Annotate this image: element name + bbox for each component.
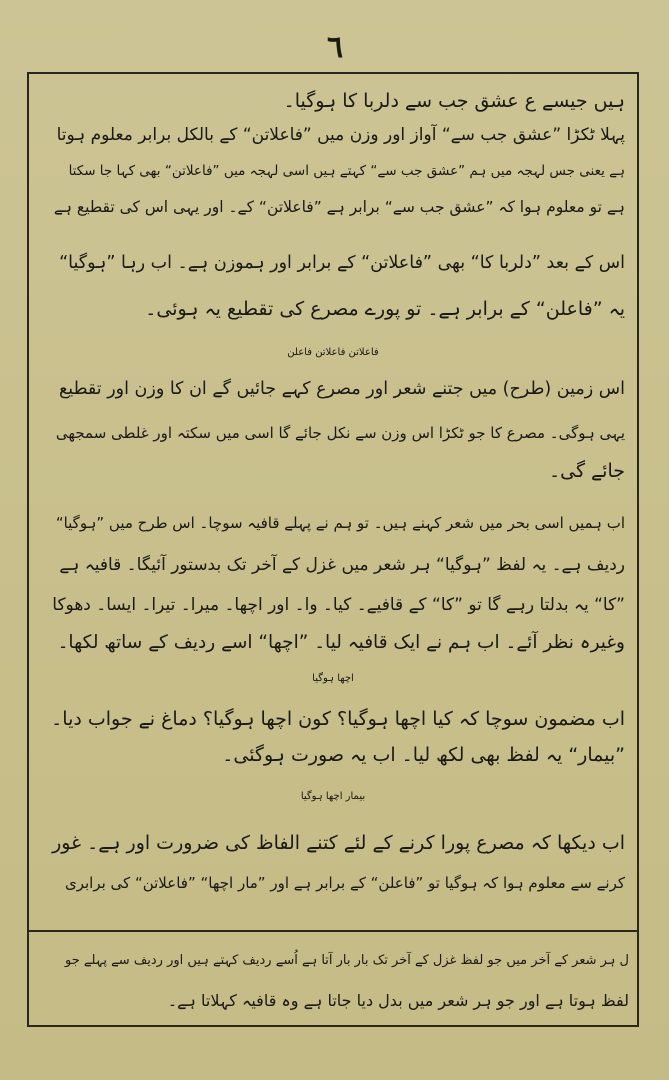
footnote-line: لفظ ہوتا ہے اور جو ہر شعر میں بدل دیا جاتا ہے وہ قافیہ کہلاتا ہے۔: [167, 991, 629, 1010]
meter-heading: فاعلاتن فاعلاتن فاعلن: [287, 347, 379, 358]
text-line: ہے یعنی جس لہجہ میں ہم ”عشق جب سے“ کہتے ہیں اسی لہجہ میں ”فاعلاتن“ بھی کہا جا سکتا: [68, 163, 625, 179]
text-line: ”کا“ یہ بدلتا رہے گا تو ”کا“ کے قافیے۔ کیا۔ وا۔ اور اچھا۔ میرا۔ تیرا۔ ایسا۔ دھوکا: [52, 595, 625, 615]
example-phrase: اچھا ہوگیا: [312, 673, 354, 684]
example-phrase: بیمار اچھا ہوگیا: [300, 791, 366, 802]
text-line: یہ ”فاعلن“ کے برابر ہے۔ تو پورے مصرع کی تقطیع یہ ہوئی۔: [145, 298, 625, 320]
text-line: جائے گی۔: [548, 460, 625, 482]
footnote-divider: [27, 930, 639, 932]
text-line: اس زمین (طرح) میں جتنے شعر اور مصرع کہے جائیں گے ان کا وزن اور تقطیع: [58, 379, 625, 399]
page-number: ٦: [326, 30, 344, 65]
text-line: ہے تو معلوم ہوا کہ ”عشق جب سے“ برابر ہے ”فاعلاتن“ کے۔ اور یہی اس کی تقطیع ہے: [53, 198, 625, 216]
text-line: ہیں جیسے ع عشق جب سے دلربا کا ہوگیا۔: [283, 90, 625, 112]
footnote-line: ل ہر شعر کے آخر میں جو لفظ غزل کے آخر تک بار بار آتا ہے اُسے ردیف کہتے ہیں اور ردیف سے پہلے جو: [65, 953, 629, 968]
text-line: یہی ہوگی۔ مصرع کا جو ٹکڑا اس وزن سے نکل جائے گا اسی میں سکتہ اور غلطی سمجھی: [55, 424, 625, 442]
text-line: اب مضمون سوچا کہ کیا اچھا ہوگیا؟ کون اچھا ہوگیا؟ دماغ نے جواب دیا۔: [51, 708, 625, 730]
text-line: ”بیمار“ یہ لفظ بھی لکھ لیا۔ اب یہ صورت ہوگئی۔: [222, 744, 625, 766]
text-line: ردیف ہے۔ یہ لفظ ”ہوگیا“ ہر شعر میں غزل کے آخر تک بدستور آئیگا۔ قافیہ ہے: [59, 555, 625, 575]
text-line: اس کے بعد ”دلربا کا“ بھی ”فاعلاتن“ کے برابر اور ہموزن ہے۔ اب رہا ”ہوگیا“: [59, 253, 625, 273]
text-line: اب ہمیں اسی بحر میں شعر کہنے ہیں۔ تو ہم نے پہلے قافیہ سوچا۔ اس طرح میں ”ہوگیا“: [55, 514, 625, 532]
text-line: وغیرہ نظر آئے۔ اب ہم نے ایک قافیہ لیا۔ ”اچھا“ اسے ردیف کے ساتھ لکھا۔: [57, 632, 625, 653]
text-line: اب دیکھا کہ مصرع پورا کرنے کے لئے کتنے الفاظ کی ضرورت اور ہے۔ غور: [52, 832, 625, 854]
text-line: پہلا ٹکڑا ”عشق جب سے“ آواز اور وزن میں ”فاعلاتن“ کے بالکل برابر معلوم ہوتا: [56, 125, 625, 145]
text-line: کرنے سے معلوم ہوا کہ ہوگیا تو ”فاعلن“ کے برابر ہے اور ”مار اچھا“ ”فاعلاتن“ کی برابری: [64, 874, 625, 892]
